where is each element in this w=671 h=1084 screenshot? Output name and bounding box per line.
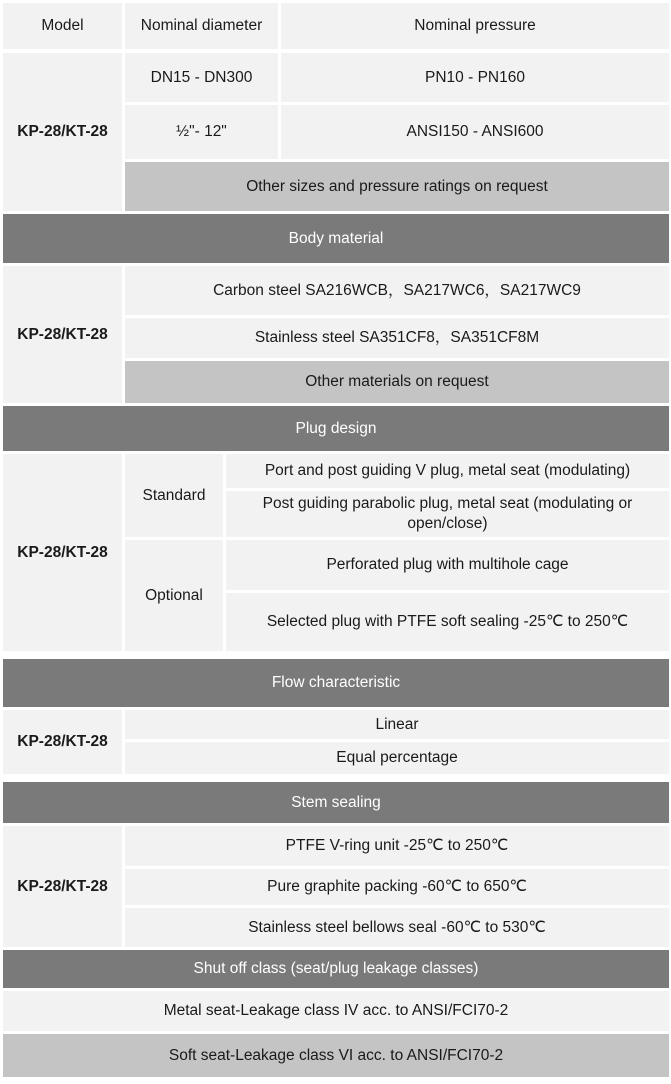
header-model: Model <box>3 3 122 49</box>
sizes-diameter-dn: DN15 - DN300 <box>125 53 278 102</box>
stem-sealing-ptfe: PTFE V-ring unit -25℃ to 250℃ <box>125 826 669 866</box>
shut-off-class-metal-seat: Metal seat-Leakage class IV acc. to ANSI/FCI70-2 <box>3 991 669 1031</box>
header-nominal-diameter: Nominal diameter <box>125 3 278 49</box>
plug-design-optional-item: Perforated plug with multihole cage <box>226 540 669 590</box>
stem-sealing-title: Stem sealing <box>3 782 669 823</box>
plug-design-standard-item: Port and post guiding V plug, metal seat (modulating) <box>226 454 669 488</box>
sizes-model: KP-28/KT-28 <box>3 53 122 211</box>
plug-design-title: Plug design <box>3 406 669 451</box>
body-material-stainless-steel: Stainless steel SA351CF8，SA351CF8M <box>125 318 669 358</box>
sizes-note: Other sizes and pressure ratings on request <box>125 162 669 211</box>
shut-off-class-soft-seat: Soft seat-Leakage class VI acc. to ANSI/FCI70-2 <box>3 1034 669 1077</box>
flow-characteristic-equal-percentage: Equal percentage <box>125 742 669 774</box>
stem-sealing-graphite: Pure graphite packing -60℃ to 650℃ <box>125 869 669 905</box>
sizes-pressure-pn: PN10 - PN160 <box>281 53 669 102</box>
stem-sealing-model: KP-28/KT-28 <box>3 826 122 947</box>
plug-design-optional-label: Optional <box>125 540 223 651</box>
stem-sealing-bellows: Stainless steel bellows seal -60℃ to 530℃ <box>125 908 669 947</box>
flow-characteristic-title: Flow characteristic <box>3 659 669 707</box>
body-material-title: Body material <box>3 214 669 263</box>
plug-design-standard-label: Standard <box>125 454 223 537</box>
plug-design-optional-item: Selected plug with PTFE soft sealing -25℃ to 250℃ <box>226 593 669 651</box>
header-nominal-pressure: Nominal pressure <box>281 3 669 49</box>
body-material-model: KP-28/KT-28 <box>3 266 122 403</box>
flow-characteristic-model: KP-28/KT-28 <box>3 710 122 774</box>
plug-design-model: KP-28/KT-28 <box>3 454 122 651</box>
flow-characteristic-linear: Linear <box>125 710 669 739</box>
shut-off-class-title: Shut off class (seat/plug leakage classes) <box>3 950 669 988</box>
sizes-pressure-ansi: ANSI150 - ANSI600 <box>281 105 669 159</box>
plug-design-standard-item: Post guiding parabolic plug, metal seat (modulating or open/close) <box>226 491 669 537</box>
body-material-note: Other materials on request <box>125 361 669 403</box>
body-material-carbon-steel: Carbon steel SA216WCB，SA217WC6，SA217WC9 <box>125 266 669 315</box>
sizes-diameter-inch: ½"- 12" <box>125 105 278 159</box>
